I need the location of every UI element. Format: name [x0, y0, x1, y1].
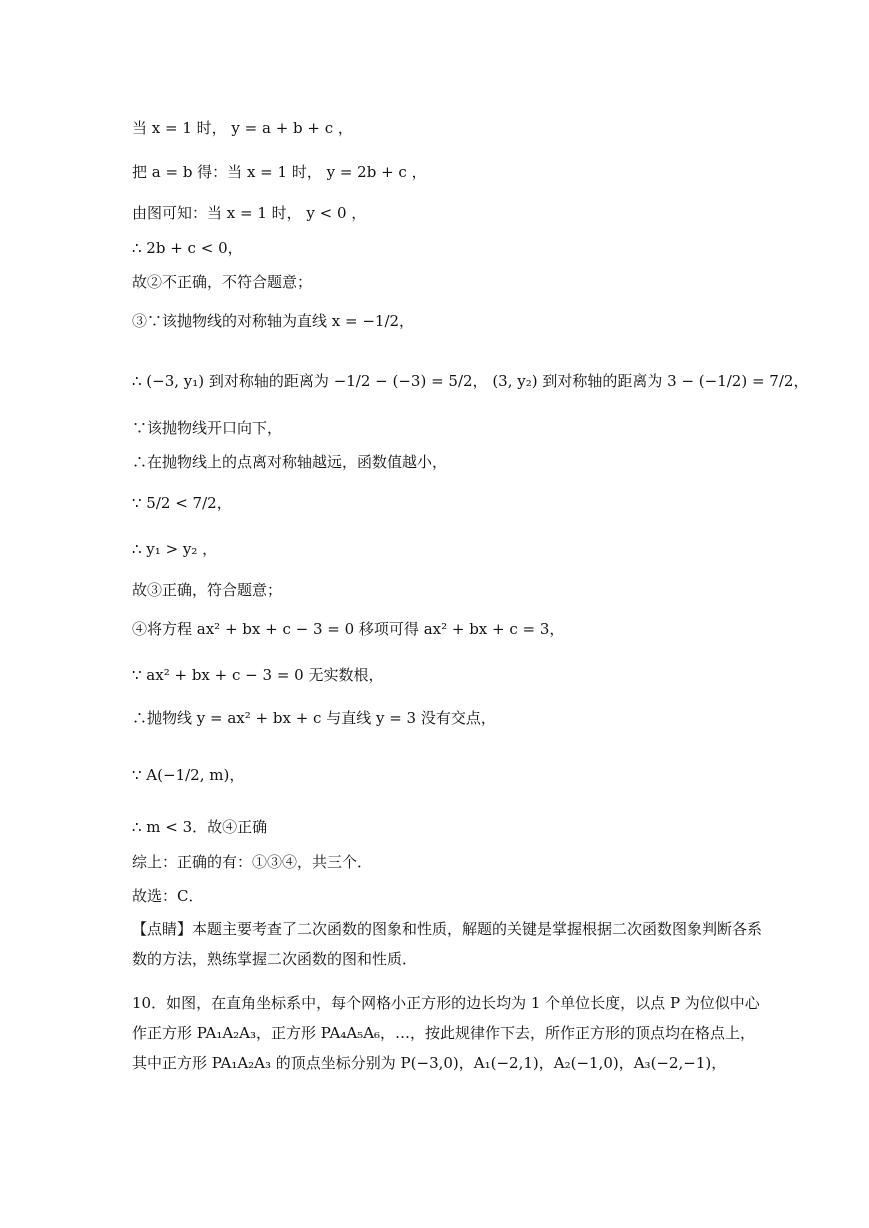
- text-line-19: 故选：C．: [132, 887, 204, 905]
- text-line-8: ∵该抛物线开口向下，: [132, 419, 283, 437]
- text-line-14: ∵ ax² + bx + c − 3 = 0 无实数根，: [132, 666, 384, 684]
- question-10-paragraph: 10．如图，在直角坐标系中，每个网格小正方形的边长均为 1 个单位长度，以点 P 为位似中心作正方形 PA₁A₂A₃，正方形 PA₄A₅A₆，…，按此规律作下去，所作正方形的顶点均在格点上，其中正方形 PA₁A₂A₃ 的顶点坐标分别为 P(−3,0)，A₁(−2,1)，A₂(−1,0)，A₃(−2,−1)，: [132, 994, 760, 1072]
- text-line-15: ∴抛物线 y = ax² + bx + c 与直线 y = 3 没有交点，: [132, 709, 496, 727]
- text-line-7: ∴ (−3, y₁) 到对称轴的距离为 −1/2 − (−3) = 5/2， (3, y₂) 到对称轴的距离为 3 − (−1/2) = 7/2，: [132, 372, 809, 390]
- text-line-5: 故②不正确，不符合题意；: [132, 273, 313, 291]
- text-line-9: ∴在抛物线上的点离对称轴越远，函数值越小，: [132, 453, 448, 471]
- text-line-17: ∴ m < 3．故④正确: [132, 818, 268, 836]
- tip-paragraph: 【点睛】本题主要考查了二次函数的图象和性质，解题的关键是掌握根据二次函数图象判断各系数的方法，熟练掌握二次函数的图和性质．: [132, 920, 763, 968]
- text-line-18: 综上：正确的有：①③④，共三个．: [132, 853, 373, 871]
- text-line-1: 当 x = 1 时， y = a + b + c ，: [132, 119, 353, 137]
- text-line-3: 由图可知：当 x = 1 时， y < 0 ，: [132, 204, 367, 222]
- text-line-4: ∴ 2b + c < 0，: [132, 239, 243, 257]
- text-line-2: 把 a = b 得：当 x = 1 时， y = 2b + c ，: [132, 163, 427, 181]
- text-line-13: ④将方程 ax² + bx + c − 3 = 0 移项可得 ax² + bx + c = 3，: [132, 620, 565, 638]
- text-line-6: ③∵该抛物线的对称轴为直线 x = −1/2，: [132, 312, 415, 330]
- text-line-10: ∵ 5/2 < 7/2，: [132, 494, 232, 512]
- text-line-11: ∴ y₁ > y₂ ，: [132, 540, 218, 558]
- text-line-16: ∵ A(−1/2, m)，: [132, 766, 245, 784]
- text-line-12: 故③正确，符合题意；: [132, 581, 283, 599]
